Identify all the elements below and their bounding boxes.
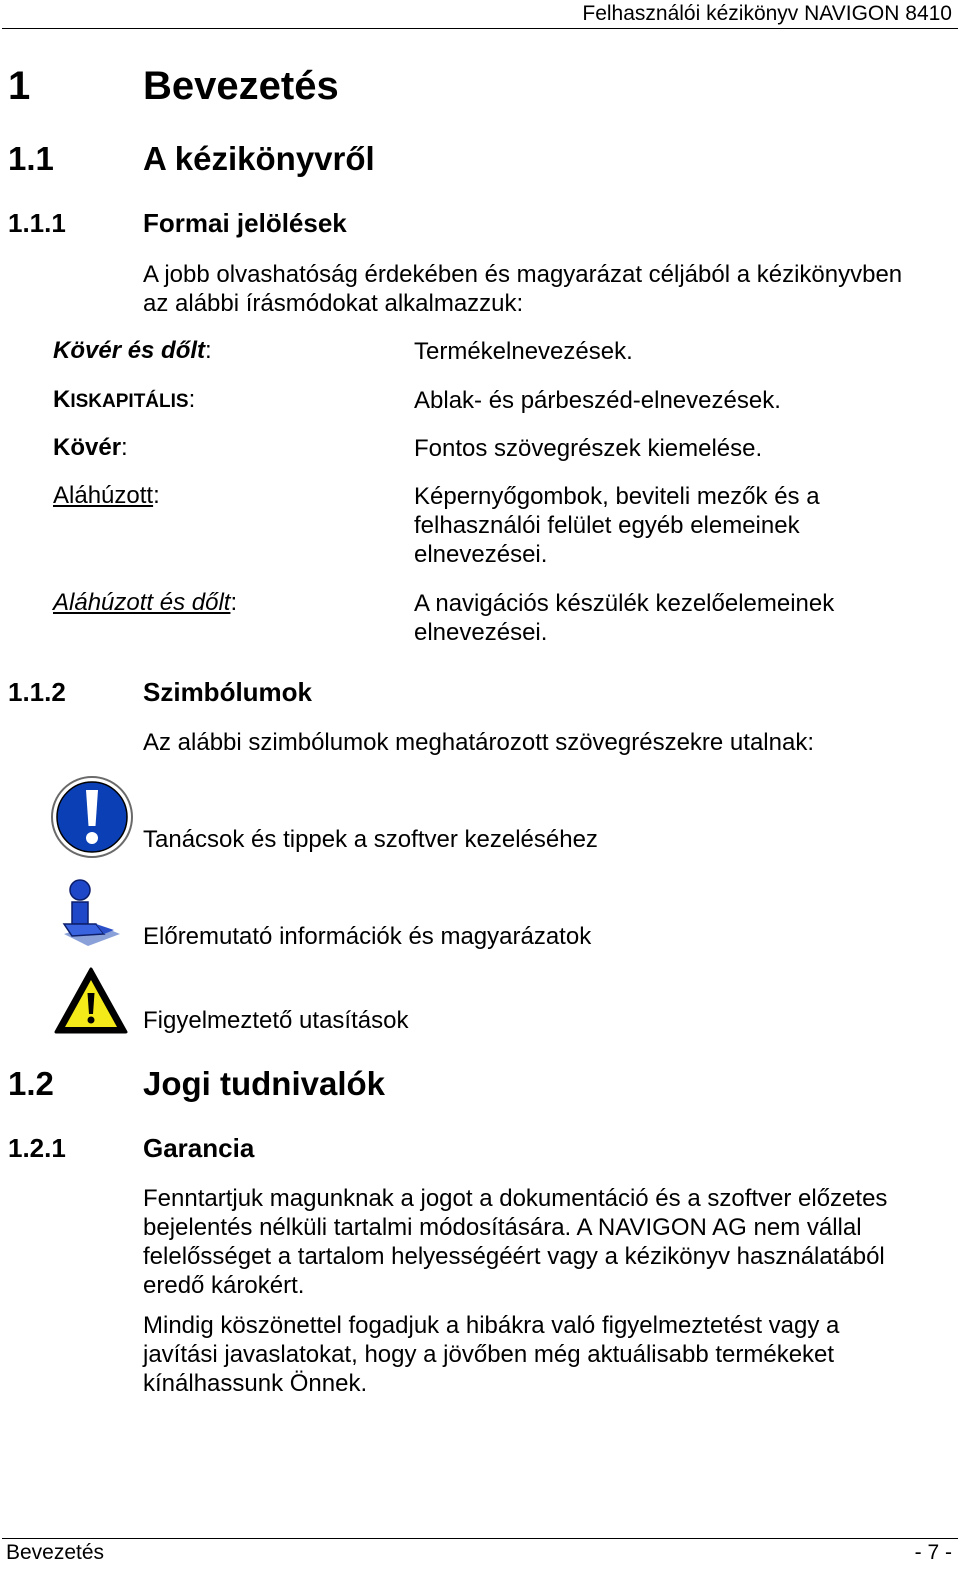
subsection-title: Formai jelölések [143,208,347,238]
intro-line: A jobb olvashatóság érdekében és magyarázat céljából a kézikönyvben [143,261,903,288]
section-title: A kézikönyvről [143,140,375,177]
convention-label: Kövér és dőlt: [53,337,212,364]
convention-label: Aláhúzott: [53,482,160,509]
subsection-title: Garancia [143,1133,255,1163]
chapter-number: 1 [8,64,31,108]
convention-desc: A navigációs készülék kezelőelemeinek elnevezései. [414,590,835,646]
subsection-number: 1.2.1 [8,1133,66,1163]
running-header: Felhasználói kézikönyv NAVIGON 8410 [582,2,952,25]
warning-triangle-icon [53,966,129,1036]
section-title: Jogi tudnivalók [143,1065,386,1102]
convention-label: KISKAPITÁLIS: [53,386,196,413]
subsection-title: Szimbólumok [143,677,313,707]
footer-chapter: Bevezetés [6,1541,105,1564]
footer-rule [2,1538,958,1539]
paragraph: Fenntartjuk magunknak a jogot a dokumentáció és a szoftver előzetes bejelentés nélküli tartalmi módosítására. A NAVIGON AG nem vállal felelősséget a tartalom helyességéért vagy a kézikönyv használatából eredő károkért. [143,1185,888,1299]
chapter-title: Bevezetés [143,64,339,108]
symbol-text: Figyelmeztető utasítások [143,1007,409,1034]
exclamation-icon [51,776,133,858]
info-figure-icon [56,878,124,950]
intro-line: az alábbi írásmódokat alkalmazzuk: [143,290,524,317]
convention-label: Aláhúzott és dőlt: [53,589,238,616]
subsection-number: 1.1.2 [8,677,66,707]
page-number: - 7 - [914,1541,952,1564]
convention-desc: Termékelnevezések. [414,338,633,365]
convention-label: Kövér: [53,434,128,461]
section-number: 1.2 [8,1065,54,1102]
intro-paragraph [143,260,953,318]
paragraph: Mindig köszönettel fogadjuk a hibákra való figyelmeztetést vagy a javítási javaslatokat, hogy a jövőben még aktuálisabb termékeket kínálhassunk Önnek. [143,1312,840,1397]
convention-desc: Fontos szövegrészek kiemelése. [414,435,763,462]
symbol-text: Előremutató információk és magyarázatok [143,923,592,950]
subsection-number: 1.1.1 [8,208,66,238]
header-rule [2,28,958,29]
section-number: 1.1 [8,140,54,177]
symbols-intro: Az alábbi szimbólumok meghatározott szövegrészekre utalnak: [143,729,814,756]
symbol-text: Tanácsok és tippek a szoftver kezeléséhez [143,826,598,853]
convention-desc: Ablak- és párbeszéd-elnevezések. [414,387,781,414]
convention-desc: Képernyőgombok, beviteli mezők és a felhasználói felület egyéb elemeinek elnevezései. [414,483,820,568]
